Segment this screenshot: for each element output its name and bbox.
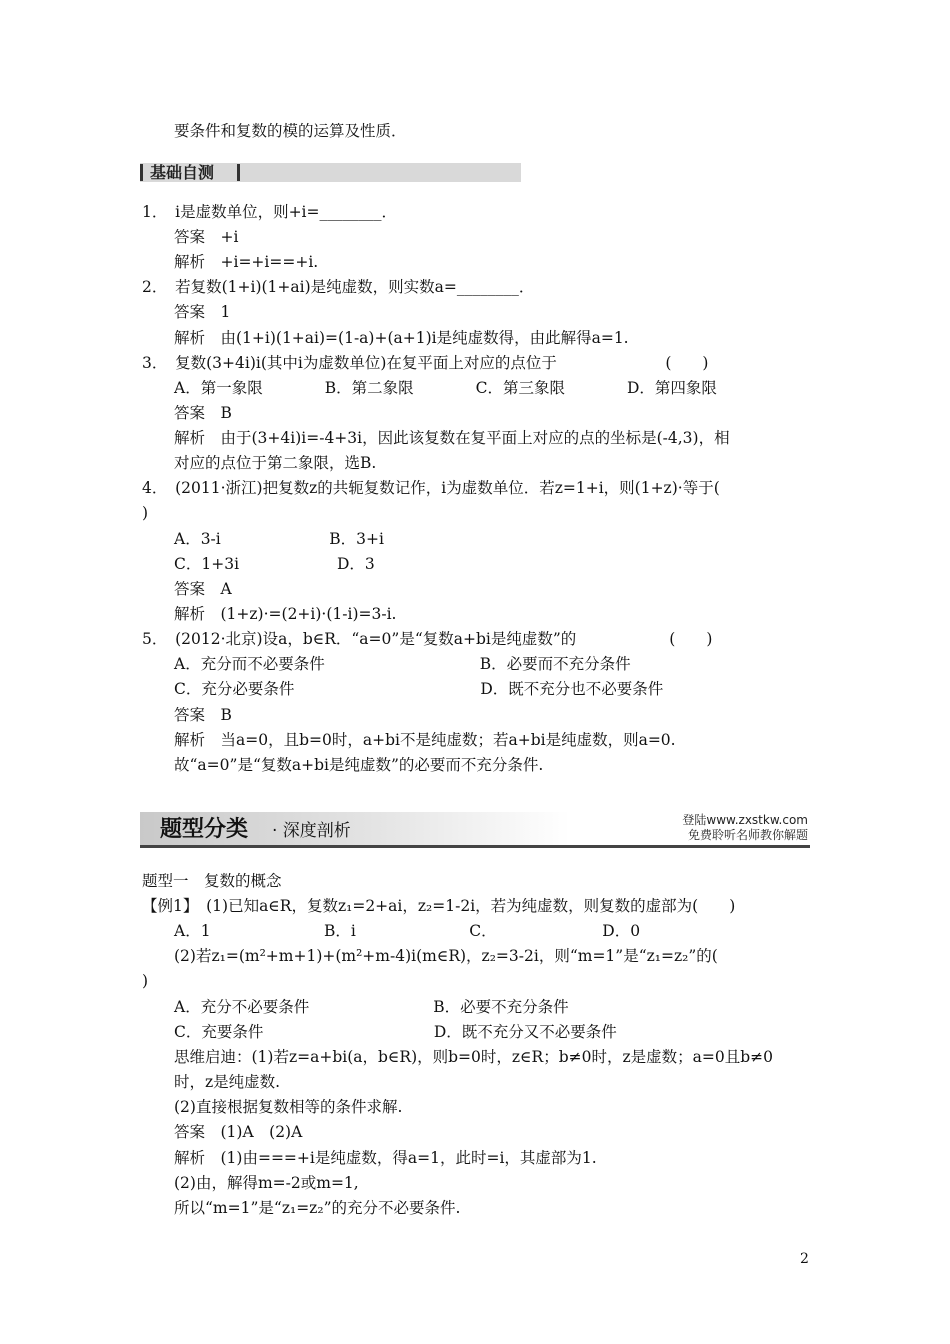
options-line: C．充分必要条件 D．既不充分也不必要条件 xyxy=(174,680,664,698)
options-line: C．充要条件 D．既不充分又不必要条件 xyxy=(174,1023,617,1041)
section-bar-left-mark xyxy=(140,164,143,181)
page-number: 2 xyxy=(800,1251,809,1267)
answer-line: 答案 B xyxy=(174,706,232,724)
example-line: ) xyxy=(142,972,149,990)
banner-subtitle: · 深度剖析 xyxy=(272,821,351,841)
answer-line: 答案 A xyxy=(174,580,232,598)
question-line: 4． (2011·浙江)把复数z的共轭复数记作，i为虚数单位．若z=1+i，则(1+z)·等于( xyxy=(142,479,720,497)
question-line: 5． (2012·北京)设a，b∈R．“a=0”是“复数a+bi是纯虚数”的 ( ) xyxy=(142,630,713,648)
hint-line: 时，z是纯虚数. xyxy=(174,1073,281,1091)
options-line: A．第一象限 B．第二象限 C．第三象限 D．第四象限 xyxy=(174,379,717,397)
options-line: A．充分不必要条件 B．必要不充分条件 xyxy=(174,998,569,1016)
section-bar-right-mark xyxy=(237,164,240,181)
analysis-line: (2)由，解得m=-2或m=1, xyxy=(174,1174,359,1192)
example-line: 【例1】 (1)已知a∈R，复数z₁=2+ai，z₂=1-2i，若为纯虚数，则复数的虚部为( ) xyxy=(142,897,736,915)
question-line: 2． 若复数(1+i)(1+ai)是纯虚数，则实数a=________． xyxy=(142,278,535,296)
hint-line: 思维启迪：(1)若z=a+bi(a，b∈R)，则b=0时，z∈R；b≠0时，z是虚数；a=0且b≠0 xyxy=(174,1048,773,1066)
question-line: ) xyxy=(142,504,149,522)
banner-site: 登陆www.zxstkw.com xyxy=(682,813,808,827)
section-banner xyxy=(140,812,810,848)
topic-heading: 题型一 复数的概念 xyxy=(142,872,282,890)
section-title: 基础自测 xyxy=(150,163,215,182)
answer-line: 答案 B xyxy=(174,404,232,422)
analysis-line: 所以“m=1”是“z₁=z₂”的充分不必要条件. xyxy=(174,1199,461,1217)
analysis-line: 解析 由(1+i)(1+ai)=(1-a)+(a+1)i是纯虚数得，由此解得a=1. xyxy=(174,329,629,347)
analysis-line: 解析 由于(3+4i)i=-4+3i，因此该复数在复平面上对应的点的坐标是(-4,3)，相 xyxy=(174,429,730,447)
text-line: 要条件和复数的模的运算及性质． xyxy=(174,122,407,140)
analysis-line: 对应的点位于第二象限，选B. xyxy=(174,454,377,472)
answer-line: 答案 (1)A (2)A xyxy=(174,1123,303,1141)
analysis-line: 解析 (1)由===+i是纯虚数，得a=1，此时=i，其虚部为1. xyxy=(174,1149,597,1167)
answer-line: 答案 +i xyxy=(174,228,239,246)
example-line: (2)若z₁=(m²+m+1)+(m²+m-4)i(m∈R)，z₂=3-2i，则“m=1”是“z₁=z₂”的( xyxy=(174,947,718,965)
answer-line: 答案 1 xyxy=(174,303,231,321)
options-line: A．充分而不必要条件 B．必要而不充分条件 xyxy=(174,655,631,673)
question-line: 1． i是虚数单位，则+i=________． xyxy=(142,203,398,221)
hint-line: (2)直接根据复数相等的条件求解. xyxy=(174,1098,403,1116)
options-line: C．1+3i D．3 xyxy=(174,555,375,573)
banner-rule xyxy=(140,845,810,848)
question-line: 3． 复数(3+4i)i(其中i为虚数单位)在复平面上对应的点位于 ( ) xyxy=(142,354,709,372)
banner-title: 题型分类 xyxy=(160,817,249,842)
options-line: A．3-i B．3+i xyxy=(174,530,384,548)
banner-slogan: 免费聆听名师教你解题 xyxy=(687,828,808,842)
analysis-line: 解析 当a=0，且b=0时，a+bi不是纯虚数；若a+bi是纯虚数，则a=0. xyxy=(174,731,676,749)
analysis-line: 故“a=0”是“复数a+bi是纯虚数”的必要而不充分条件. xyxy=(174,756,544,774)
analysis-line: 解析 (1+z)·=(2+i)·(1-i)=3-i. xyxy=(174,605,397,623)
options-line: A．1 B．i C． D．0 xyxy=(174,922,641,940)
analysis-line: 解析 +i=+i==+i. xyxy=(174,253,319,271)
